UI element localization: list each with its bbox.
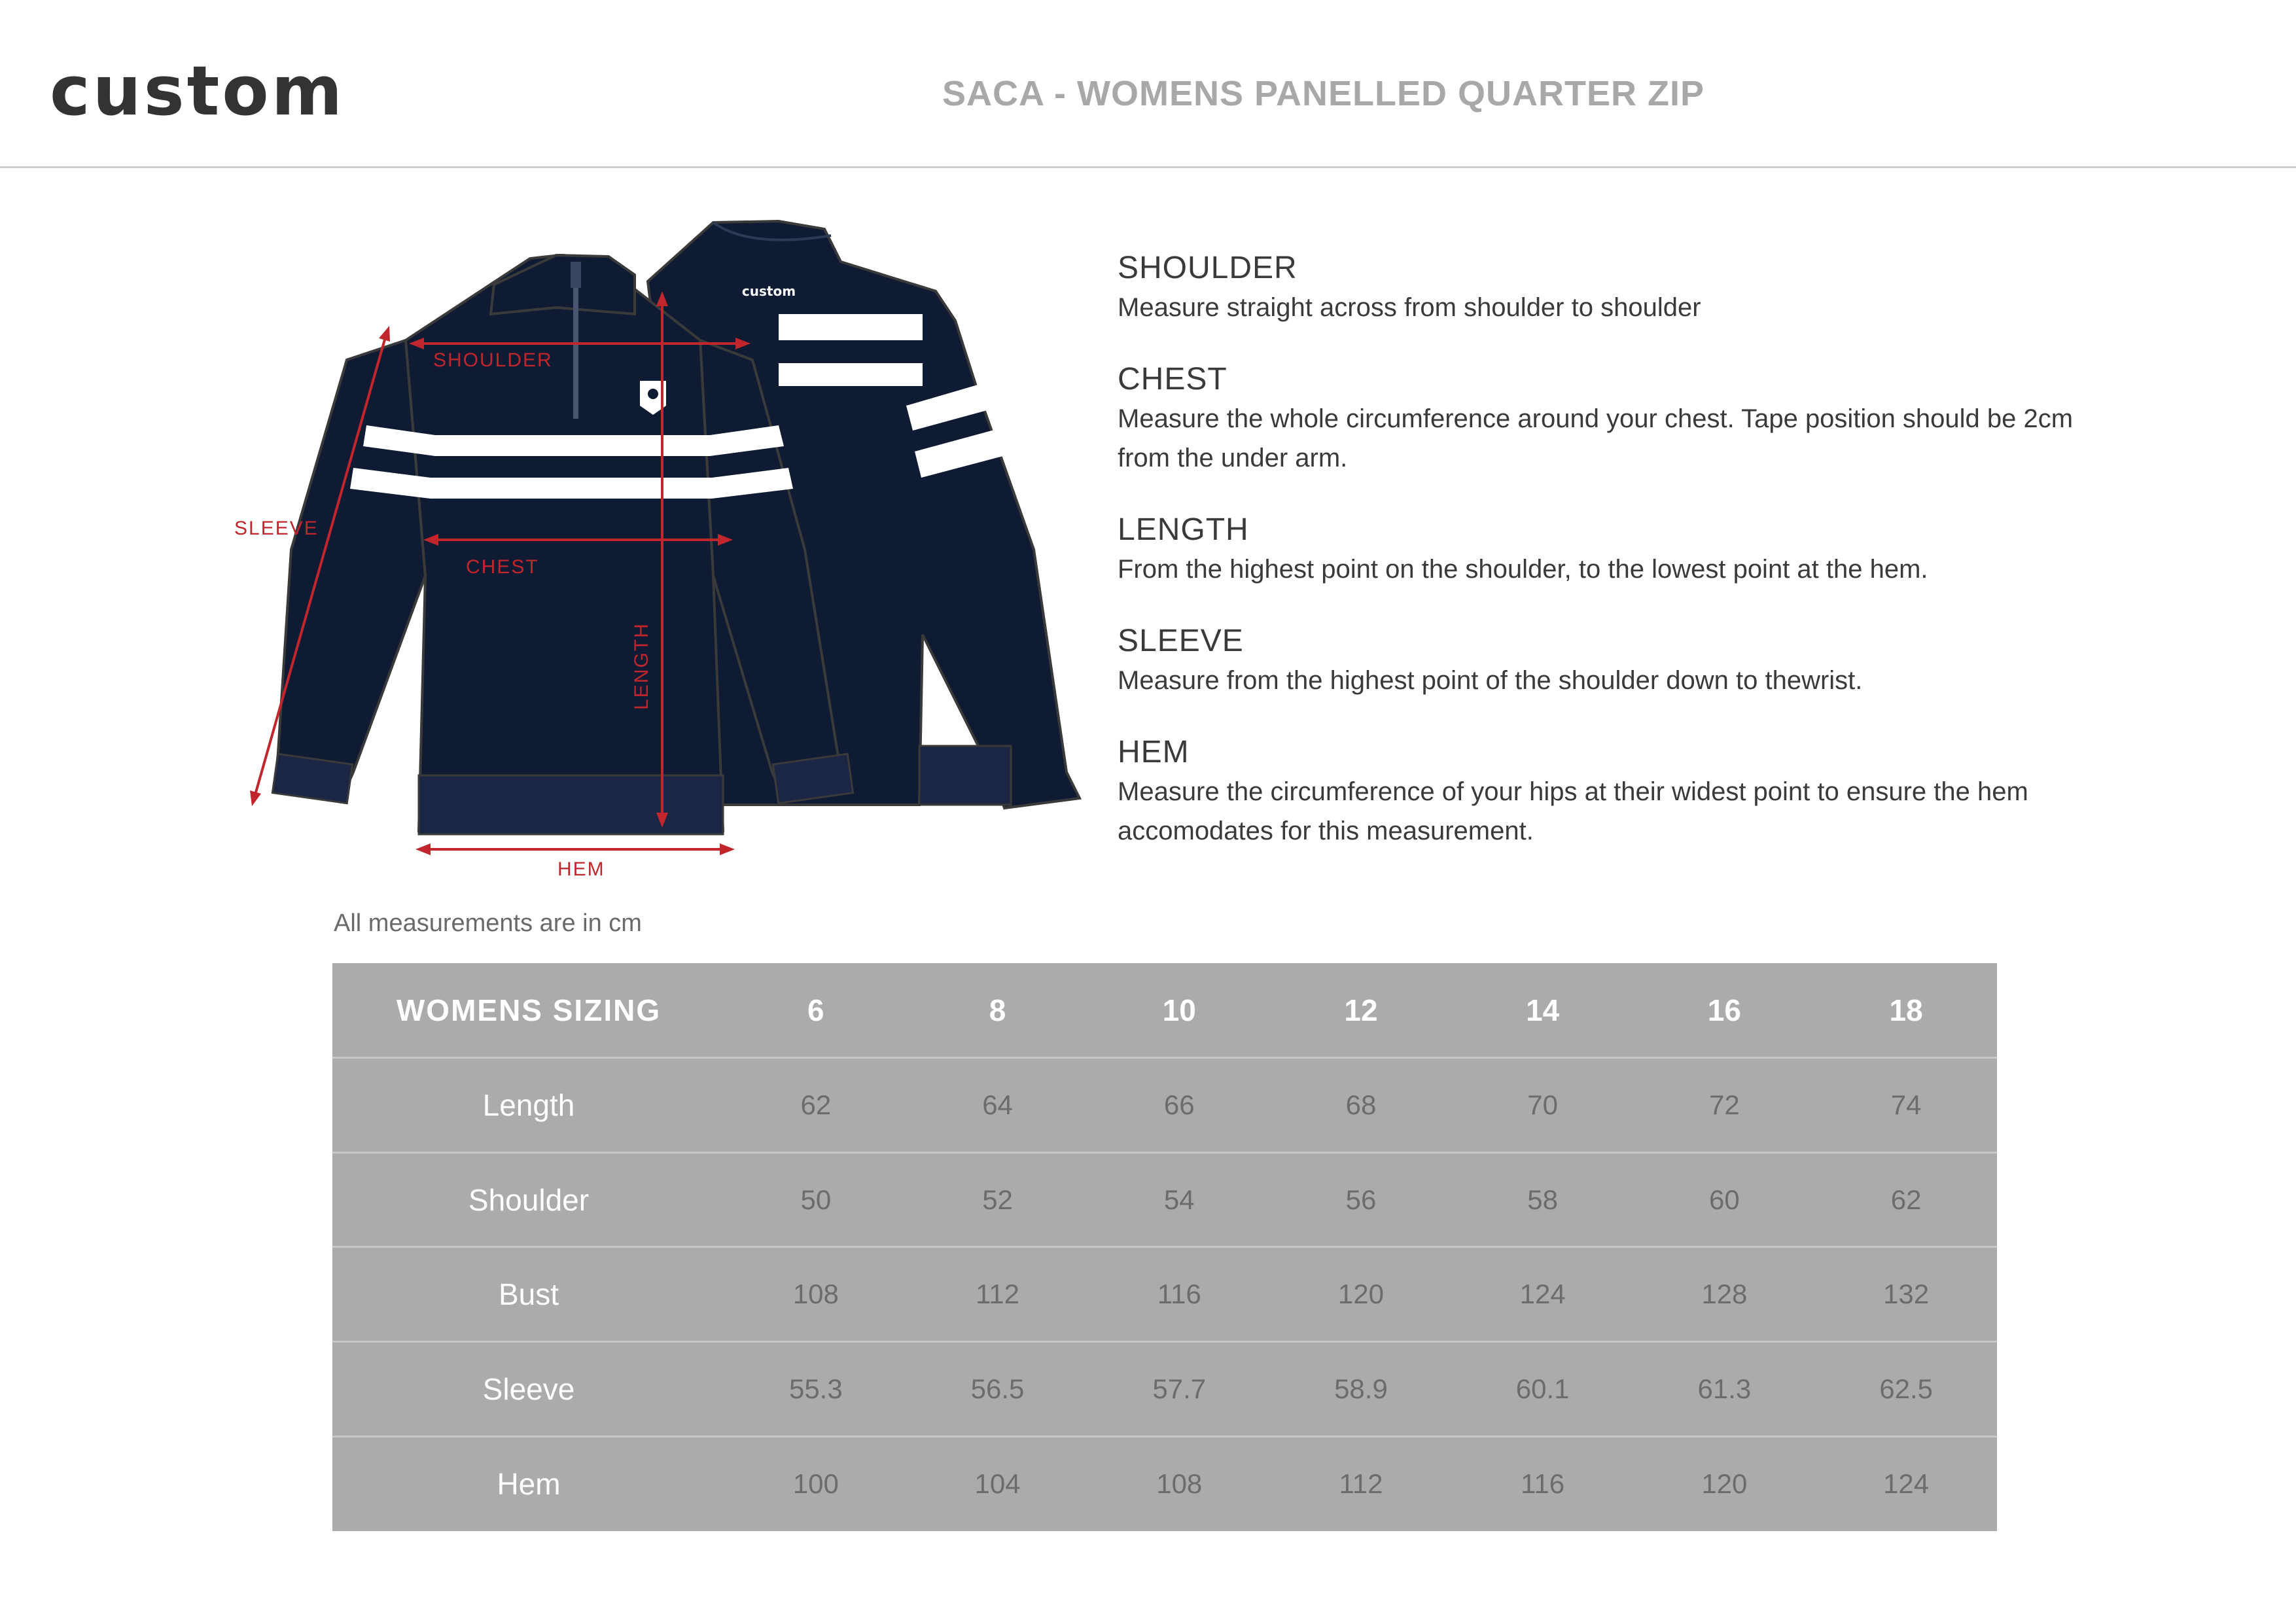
table-cell: 100 bbox=[725, 1436, 907, 1531]
table-cell: 124 bbox=[1452, 1247, 1634, 1342]
row-label: Bust bbox=[332, 1247, 725, 1342]
table-cell: 74 bbox=[1815, 1058, 1997, 1153]
table-cell: 108 bbox=[725, 1247, 907, 1342]
table-cell: 72 bbox=[1634, 1058, 1816, 1153]
table-cell: 54 bbox=[1088, 1152, 1270, 1247]
table-cell: 120 bbox=[1270, 1247, 1452, 1342]
document-title: SACA - WOMENS PANELLED QUARTER ZIP bbox=[942, 74, 1704, 113]
measurement-definitions bbox=[1118, 249, 2112, 883]
table-row bbox=[332, 1342, 1997, 1437]
definition-chest bbox=[1118, 360, 2112, 478]
definition-title: LENGTH bbox=[1118, 512, 1249, 547]
table-cell: 56.5 bbox=[907, 1342, 1089, 1437]
label-hem: HEM bbox=[557, 858, 605, 880]
definition-sleeve bbox=[1118, 622, 2112, 700]
back-label-brand: custom bbox=[741, 283, 796, 299]
table-cell: 55.3 bbox=[725, 1342, 907, 1437]
definition-title: SLEEVE bbox=[1118, 624, 1244, 658]
table-cell: 104 bbox=[907, 1436, 1089, 1531]
table-cell: 61.3 bbox=[1634, 1342, 1816, 1437]
table-cell: 52 bbox=[907, 1152, 1089, 1247]
table-cell: 64 bbox=[907, 1058, 1089, 1153]
brand-logo: custom bbox=[50, 51, 345, 131]
table-row bbox=[332, 1247, 1997, 1342]
table-header-row bbox=[332, 963, 1997, 1058]
table-cell: 116 bbox=[1452, 1436, 1634, 1531]
row-label: Shoulder bbox=[332, 1152, 725, 1247]
definition-title: HEM bbox=[1118, 735, 1190, 769]
row-label: Length bbox=[332, 1058, 725, 1153]
definition-text: Measure the circumference of your hips at their widest point to ensure the hem accomodates for this measurement. bbox=[1118, 777, 2028, 845]
table-cell: 124 bbox=[1815, 1436, 1997, 1531]
table-cell: 112 bbox=[1270, 1436, 1452, 1531]
label-shoulder: SHOULDER bbox=[433, 349, 553, 371]
units-note: All measurements are in cm bbox=[334, 909, 642, 937]
size-header: 18 bbox=[1889, 993, 1923, 1027]
size-header: 6 bbox=[807, 993, 824, 1027]
table-cell: 57.7 bbox=[1088, 1342, 1270, 1437]
definition-text: Measure the whole circumference around your chest. Tape position should be 2cm from the under arm. bbox=[1118, 404, 2074, 472]
label-chest: CHEST bbox=[466, 556, 539, 578]
size-header: 12 bbox=[1344, 993, 1378, 1027]
table-cell: 128 bbox=[1634, 1247, 1816, 1342]
size-chart-table bbox=[332, 963, 1997, 1531]
size-header: 10 bbox=[1162, 993, 1196, 1027]
table-cell: 116 bbox=[1088, 1247, 1270, 1342]
table-cell: 62 bbox=[1815, 1152, 1997, 1247]
definition-title: CHEST bbox=[1118, 362, 1227, 397]
table-cell: 50 bbox=[725, 1152, 907, 1247]
label-length: LENGTH bbox=[631, 622, 652, 710]
row-label: Sleeve bbox=[332, 1342, 725, 1437]
definition-hem bbox=[1118, 733, 2112, 851]
table-cell: 120 bbox=[1634, 1436, 1816, 1531]
definition-shoulder bbox=[1118, 249, 2112, 327]
table-header-label: WOMENS SIZING bbox=[396, 993, 662, 1027]
size-header: 16 bbox=[1707, 993, 1741, 1027]
definition-text: From the highest point on the shoulder, to the lowest point at the hem. bbox=[1118, 555, 1928, 584]
size-header: 8 bbox=[989, 993, 1006, 1027]
table-cell: 68 bbox=[1270, 1058, 1452, 1153]
table-cell: 62.5 bbox=[1815, 1342, 1997, 1437]
definition-length bbox=[1118, 510, 2112, 589]
table-cell: 108 bbox=[1088, 1436, 1270, 1531]
size-header: 14 bbox=[1526, 993, 1560, 1027]
table-row bbox=[332, 1152, 1997, 1247]
header-divider bbox=[0, 166, 2296, 168]
table-cell: 56 bbox=[1270, 1152, 1452, 1247]
table-cell: 60 bbox=[1634, 1152, 1816, 1247]
table-cell: 70 bbox=[1452, 1058, 1634, 1153]
definition-title: SHOULDER bbox=[1118, 251, 1298, 285]
table-cell: 132 bbox=[1815, 1247, 1997, 1342]
garment-illustration bbox=[216, 209, 1086, 890]
row-label: Hem bbox=[332, 1436, 725, 1531]
table-row bbox=[332, 1436, 1997, 1531]
definition-text: Measure from the highest point of the shoulder down to thewrist. bbox=[1118, 666, 1863, 695]
table-cell: 62 bbox=[725, 1058, 907, 1153]
table-row bbox=[332, 1058, 1997, 1153]
table-cell: 58 bbox=[1452, 1152, 1634, 1247]
definition-text: Measure straight across from shoulder to shoulder bbox=[1118, 293, 1701, 322]
table-cell: 58.9 bbox=[1270, 1342, 1452, 1437]
label-sleeve: SLEEVE bbox=[234, 518, 319, 539]
table-cell: 66 bbox=[1088, 1058, 1270, 1153]
table-cell: 60.1 bbox=[1452, 1342, 1634, 1437]
quarter-zip-diagram bbox=[216, 209, 1086, 890]
table-cell: 112 bbox=[907, 1247, 1089, 1342]
